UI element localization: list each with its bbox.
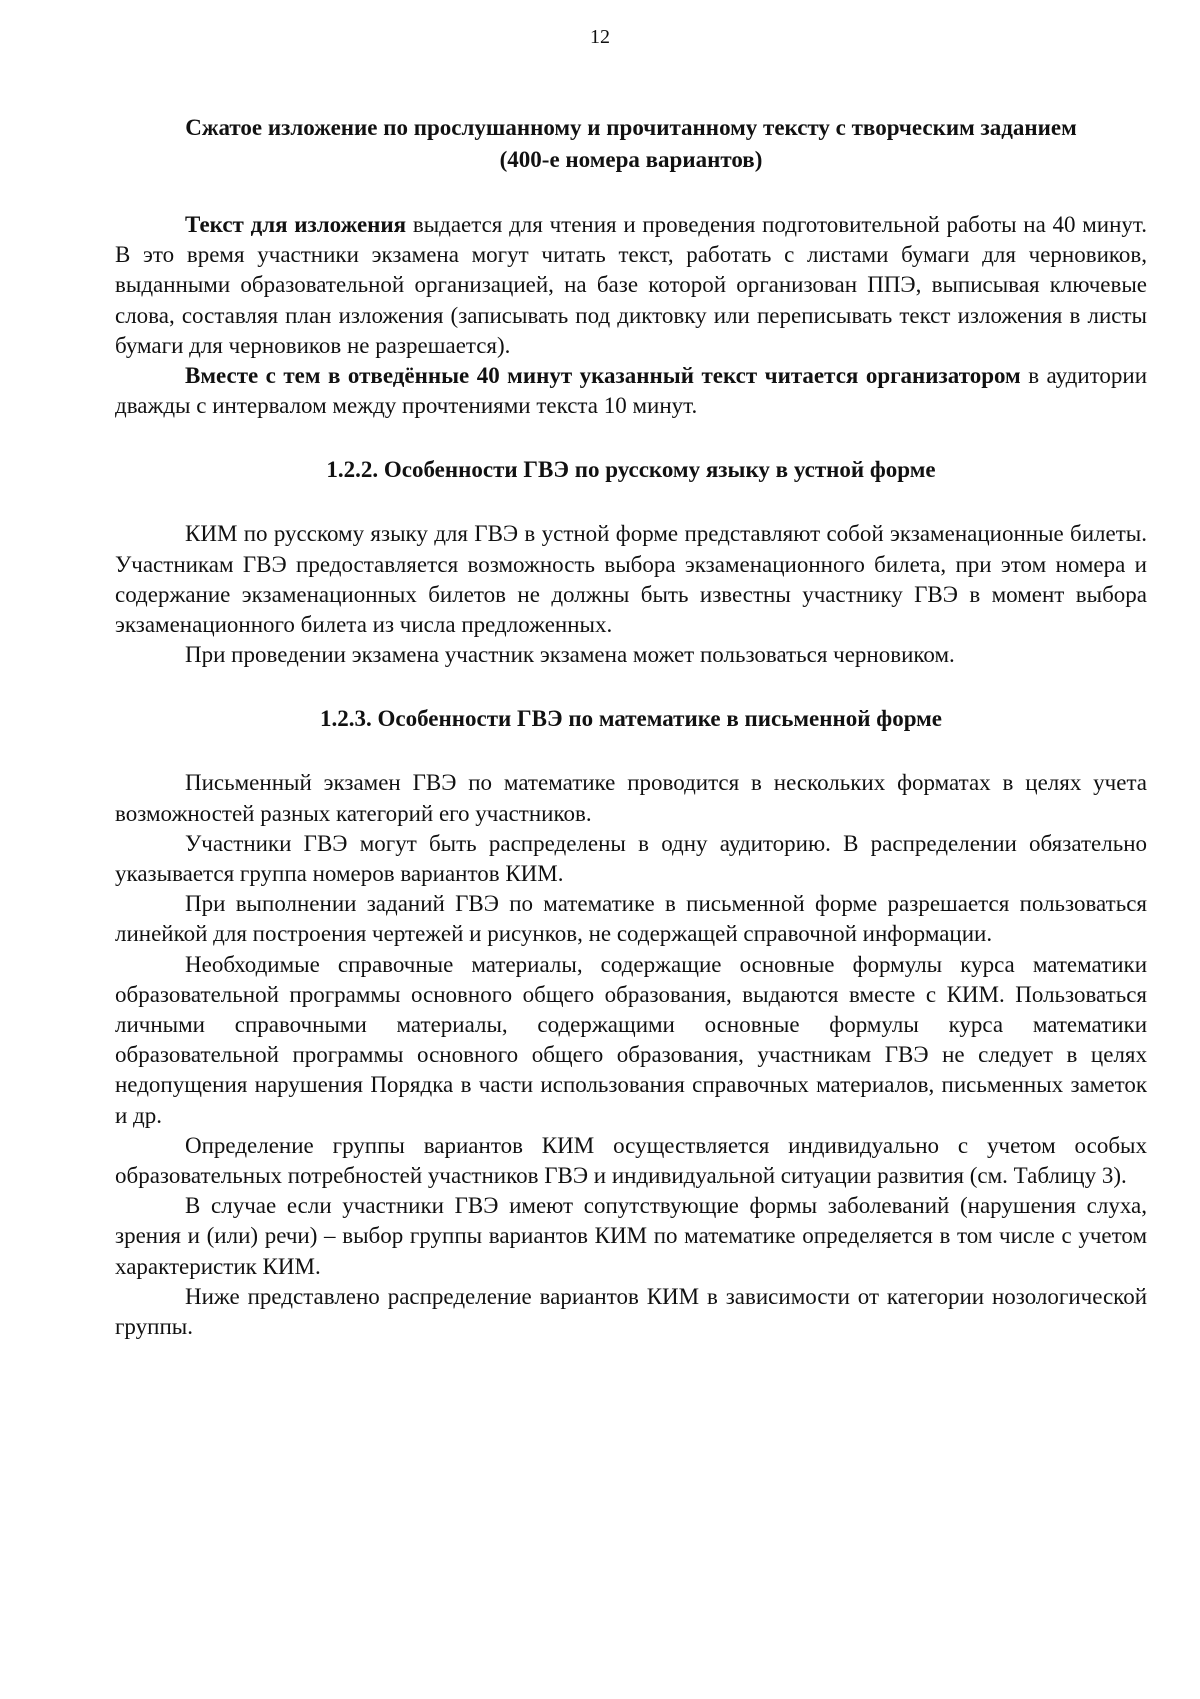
intro-paragraph-2-lead: Вместе с тем в отведённые 40 минут указанный текст читается организатором [185,363,1021,389]
title-line-1: Сжатое изложение по прослушанному и прочитанному тексту с творческим заданием [185,115,1077,140]
section-1-2-3-paragraph-5: Определение группы вариантов КИМ осуществляется индивидуально с учетом особых образовательных потребностей участников ГВЭ и индивидуальной ситуации развития (см. Таблицу 3). [115,1132,1147,1189]
section-1-2-3-paragraph-6: В случае если участники ГВЭ имеют сопутствующие формы заболеваний (нарушения слуха, зрения и (или) речи) – выбор группы вариантов КИМ по математике определяется в том числе с учетом характеристик КИМ. [115,1193,1147,1279]
section-1-2-3-paragraph-7: Ниже представлено распределение вариантов КИМ в зависимости от категории нозологической группы. [115,1283,1147,1340]
section-1-2-2-paragraph-2: При проведении экзамена участник экзамена может пользоваться черновиком. [185,642,955,668]
intro-paragraph-1-lead: Текст для изложения [185,212,407,237]
intro-paragraph-1-text: выдается для чтения и проведения подготовительной работы на 40 минут. В это время участники экзамена могут читать текст, работать с листами бумаги для черновиков, выданными образовательной организацией, на базе которой организован ППЭ, выписывая ключевые слова, составляя план изложения (записывать под диктовку или переписывать текст изложения в листы бумаги для черновиков не разрешается). [115,212,1147,358]
intro-paragraph-2-text: в аудитории дважды с интервалом между прочтениями текста 10 минут. [115,363,1148,419]
section-heading-1-2-3: 1.2.3. Особенности ГВЭ по математике в письменной форме [319,706,943,732]
title-line-2: (400-е номера вариантов) [499,147,763,172]
section-1-2-3-paragraph-4: Необходимые справочные материалы, содержащие основные формулы курса математики образовательной программы основного общего образования, выдаются вместе с КИМ. Пользоваться личными справочными материалы, содержащими основные формулы курса математики образовательной программы основного общего образования, участникам ГВЭ не следует в целях недопущения нарушения Порядка в части использования справочных материалов, письменных заметок и др. [115,951,1147,1128]
section-1-2-3-paragraph-2: Участники ГВЭ могут быть распределены в одну аудиторию. В распределении обязательно указывается группа номеров вариантов КИМ. [115,830,1147,887]
section-1-2-3-paragraph-3: При выполнении заданий ГВЭ по математике в письменной форме разрешается пользоваться линейкой для построения чертежей и рисунков, не содержащей справочной информации. [115,891,1147,947]
intro-paragraph-1 [115,210,1147,361]
page-content [115,112,1147,1342]
document-title [115,112,1147,176]
section-1-2-3-paragraph-1: Письменный экзамен ГВЭ по математике проводится в нескольких форматах в целях учета возможностей разных категорий его участников. [115,770,1147,826]
page-number: 12 [590,26,610,48]
section-heading-1-2-2: 1.2.2. Особенности ГВЭ по русскому языку в устной форме [326,457,936,483]
intro-paragraph-2 [115,361,1147,421]
section-1-2-2-paragraph-1: КИМ по русскому языку для ГВЭ в устной форме представляют собой экзаменационные билеты. Участникам ГВЭ предоставляется возможность выбора экзаменационного билета, при этом номера и содержание экзаменационных билетов не должны быть известны участнику ГВЭ в момент выбора экзаменационного билета из числа предложенных. [115,521,1147,638]
